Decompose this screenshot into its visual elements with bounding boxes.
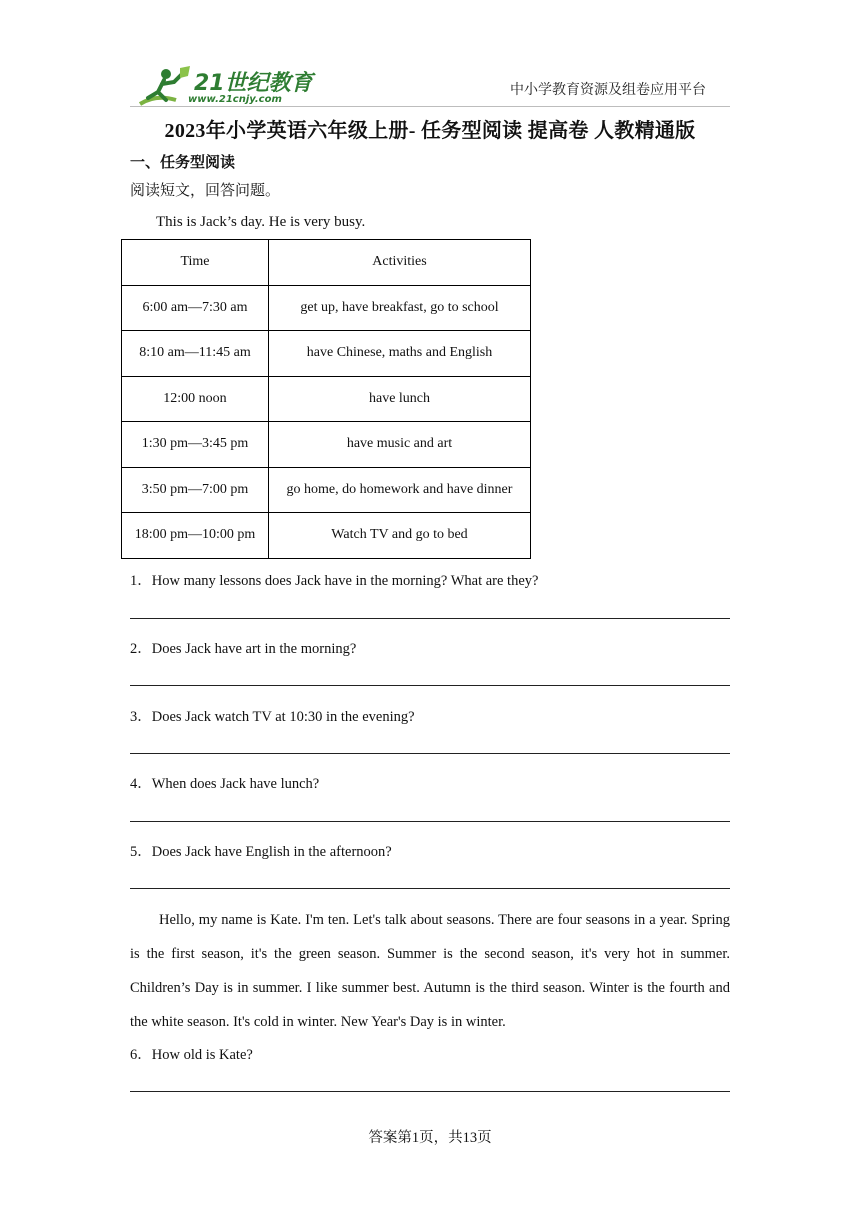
- activity-cell: have Chinese, maths and English: [269, 331, 531, 377]
- table-row: [122, 467, 531, 513]
- table-header-cell: Time: [122, 240, 269, 286]
- table-row: [122, 513, 531, 559]
- time-cell: 1:30 pm—3:45 pm: [122, 422, 269, 468]
- time-cell: 12:00 noon: [122, 376, 269, 422]
- answer-line-3[interactable]: [130, 753, 730, 754]
- document-title: 2023年小学英语六年级上册- 任务型阅读 提高卷 人教精通版: [164, 120, 696, 142]
- activity-cell: have music and art: [269, 422, 531, 468]
- question-5: 5．Does Jack have English in the afternoon?: [130, 844, 392, 860]
- answer-line-2[interactable]: [130, 685, 730, 686]
- answer-line-4[interactable]: [130, 821, 730, 822]
- question-3: 3．Does Jack watch TV at 10:30 in the evening?: [130, 709, 415, 725]
- logo-url: www.21cnjy.com: [188, 94, 282, 105]
- answer-line-6[interactable]: [130, 1091, 730, 1092]
- activity-cell: Watch TV and go to bed: [269, 513, 531, 559]
- site-logo: [136, 64, 316, 110]
- table-row: [122, 376, 531, 422]
- intro-text: This is Jack’s day. He is very busy.: [156, 214, 366, 230]
- time-cell: 6:00 am—7:30 am: [122, 285, 269, 331]
- question-1: 1．How many lessons does Jack have in the morning? What are they?: [130, 573, 539, 589]
- reading-passage: Hello, my name is Kate. I'm ten. Let's talk about seasons. There are four seasons in a year. Spring is the first season, it's the green season. Summer is the second season, it's very hot in summer. Children’s Day is in summer. I like summer best. Autumn is the third season. Winter is the fourth and the white season. It's cold in winter. New Year's Day is in winter.: [130, 912, 730, 1030]
- header-divider: [130, 106, 730, 107]
- header-tagline: 中小学教育资源及组卷应用平台: [510, 83, 706, 98]
- time-cell: 3:50 pm—7:00 pm: [122, 467, 269, 513]
- page-footer: 答案第1页，共13页: [368, 1130, 492, 1146]
- table-row: [122, 331, 531, 377]
- answer-line-1[interactable]: [130, 618, 730, 619]
- table-header-cell: Activities: [269, 240, 531, 286]
- section-heading: 一、任务型阅读: [130, 155, 236, 171]
- logo-text: 21世纪教育: [194, 71, 313, 96]
- instruction-text: 阅读短文，回答问题。: [130, 183, 281, 199]
- schedule-table: [121, 239, 531, 559]
- question-6: 6．How old is Kate?: [130, 1047, 253, 1063]
- question-4: 4．When does Jack have lunch?: [130, 776, 320, 792]
- time-cell: 18:00 pm—10:00 pm: [122, 513, 269, 559]
- answer-line-5[interactable]: [130, 888, 730, 889]
- table-header-row: [122, 240, 531, 286]
- activity-cell: get up, have breakfast, go to school: [269, 285, 531, 331]
- activity-cell: go home, do homework and have dinner: [269, 467, 531, 513]
- table-row: [122, 285, 531, 331]
- question-2: 2．Does Jack have art in the morning?: [130, 641, 357, 657]
- activity-cell: have lunch: [269, 376, 531, 422]
- table-row: [122, 422, 531, 468]
- time-cell: 8:10 am—11:45 am: [122, 331, 269, 377]
